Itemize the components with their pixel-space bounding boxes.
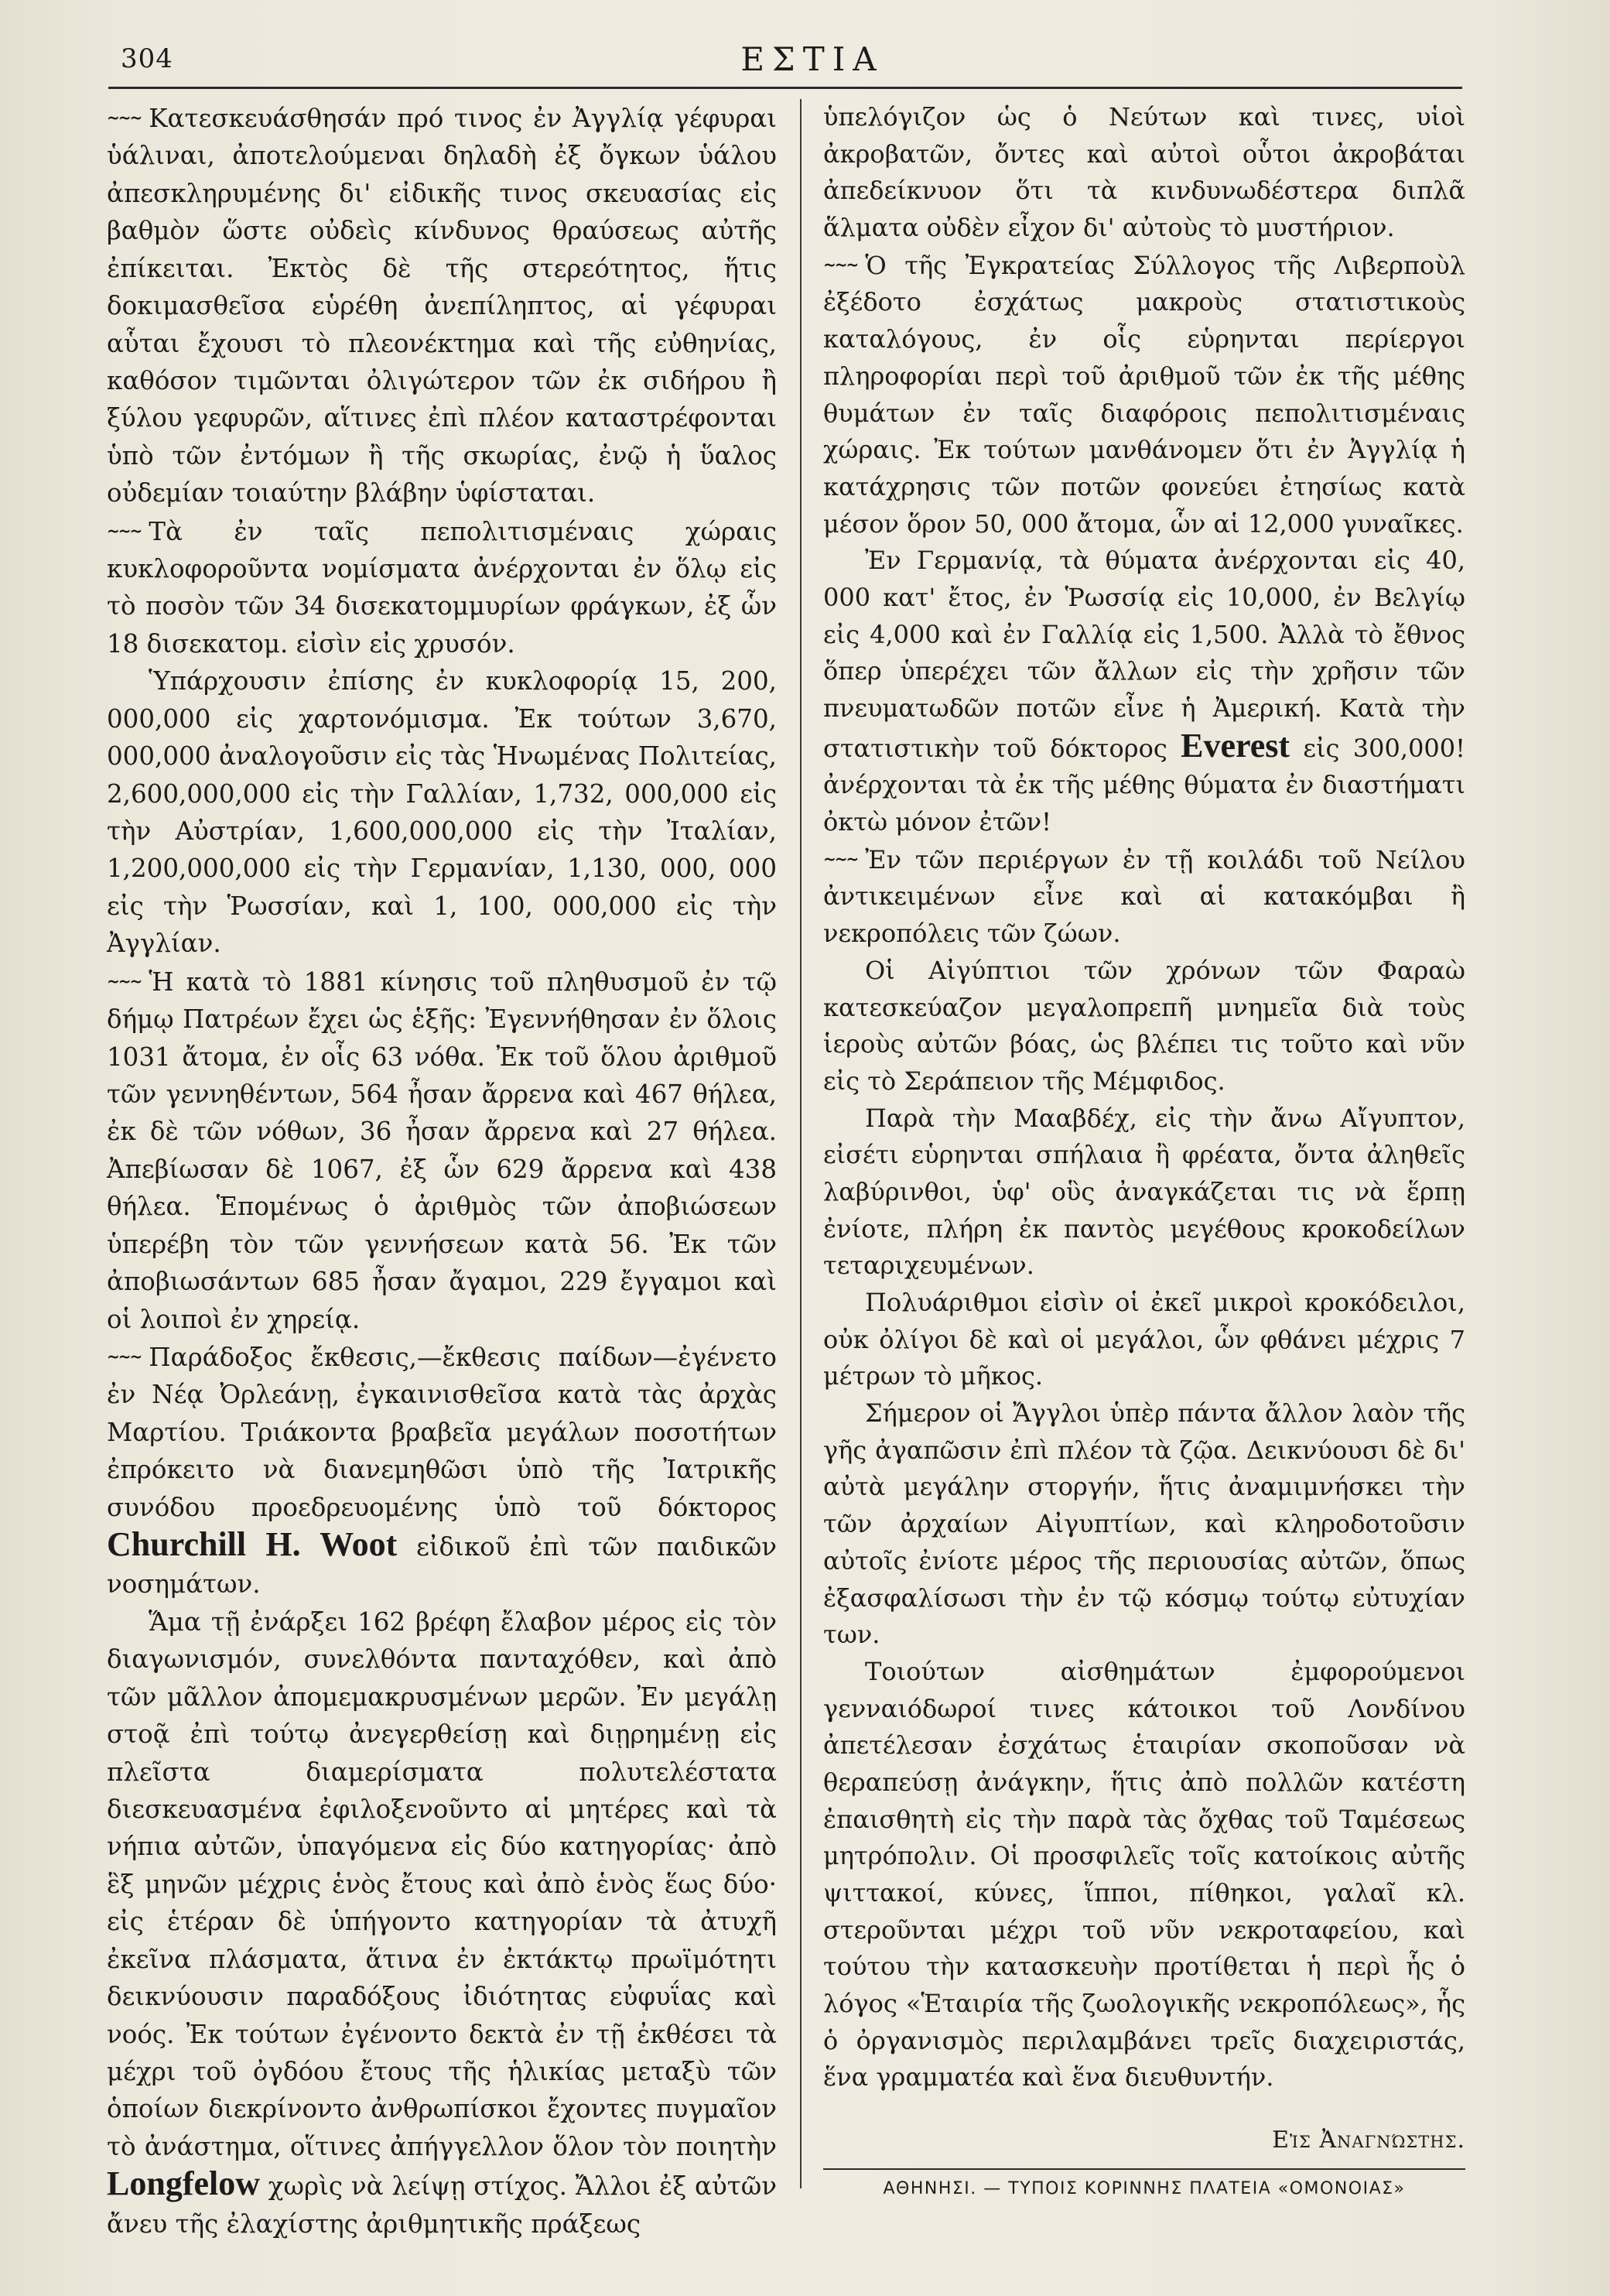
article-paragraph (823, 1395, 1465, 1654)
article-paragraph (823, 542, 1465, 841)
paragraph-text: Κατεσκευάσθησάν πρό τινος ἐν Ἀγγλίᾳ γέφυραι ὑάλιναι, ἀποτελούμεναι δηλαδὴ ἐξ ὄγκων ὑάλου ἀπεσκληρυμένης δι' εἰδικῆς τινος σκευασίας εἰς βαθμὸν ὥστε οὐδεὶς κίνδυνος θραύσεως αὐτῆς ἐπίκειται. Ἐκτὸς δὲ τῆς στερεότητος, ἥτις δοκιμασθεῖσα εὑρέθη ἀνεπίληπτος, αἱ γέφυραι αὗται ἔχουσι τὸ πλεονέκτημα καὶ τῆς εὐθηνίας, καθόσον τιμῶνται ὀλιγώτερον τῶν ἐκ σιδήρου ἢ ξύλου γεφυρῶν, αἵτινες ἐπὶ πλέον καταστρέφονται ὑπὸ τῶν ἐντόμων ἢ τῆς σκωρίας, ἐνῷ ἡ ὕαλος οὐδεμίαν τοιαύτην βλάβην ὑφίσταται. (107, 104, 777, 508)
paragraph-text: ὑπελόγιζον ὡς ὁ Νεύτων καὶ τινες, υἱοὶ ἀκροβατῶν, ὄντες καὶ αὐτοὶ οὗτοι ἀκροβάται ἀπεδείκνυον ὅτι τὰ κινδυνωδέστερα διπλᾶ ἅλματα οὐδὲν εἶχον δι' αὐτοὺς τὸ μυστήριον. (823, 102, 1465, 243)
imprint-rule (823, 2168, 1465, 2170)
article-paragraph (823, 1100, 1465, 1285)
article-paragraph (823, 953, 1465, 1100)
article-paragraph (107, 1603, 777, 2243)
latin-name: Everest (1181, 726, 1290, 765)
paragraph-text: Τὰ ἐν ταῖς πεπολιτισμέναις χώραις κυκλοφοροῦντα νομίσματα ἀνέρχονται ἐν ὅλῳ εἰς τὸ ποσὸν τῶν 34 δισεκατομμυρίων φράγκων, ἐξ ὧν 18 δισεκατομ. εἰσὶν εἰς χρυσόν. (107, 516, 777, 659)
section-marker-icon: ~~~ (823, 255, 858, 274)
paragraph-text: Ἐν Γερμανίᾳ, τὰ θύματα ἀνέρχονται εἰς 40, 000 κατ' ἔτος, ἐν Ῥωσσίᾳ εἰς 10,000, ἐν Βελγίῳ εἰς 4,000 καὶ ἐν Γαλλίᾳ εἰς 1,500. Ἀλλὰ τὸ ἔθνος ὅπερ ὑπερέχει τῶν ἄλλων εἰς τὴν χρῆσιν τῶν πνευματωδῶν ποτῶν εἶνε ἡ Ἀμερική. Κατὰ τὴν στατιστικὴν τοῦ δόκτορος (823, 546, 1465, 763)
paragraph-text: χωρὶς νὰ λείψῃ στίχος. Ἄλλοι ἐξ αὐτῶν ἄνευ τῆς ἐλαχίστης ἀριθμητικῆς πράξεως (107, 2171, 777, 2239)
paragraph-text: εἰς 300,000! ἀνέρχονται τὰ ἐκ τῆς μέθης θύματα ἐν διαστήματι ὀκτὼ μόνον ἐτῶν! (823, 733, 1465, 837)
page-header (108, 29, 1516, 84)
article-paragraph (823, 247, 1465, 543)
article-paragraph (823, 841, 1465, 953)
latin-name: Churchill H. Woot (107, 1525, 398, 1564)
article-paragraph (107, 1338, 777, 1603)
article-paragraph (823, 99, 1465, 247)
paragraph-text: Ὑπάρχουσιν ἐπίσης ἐν κυκλοφορίᾳ 15, 200, 000,000 εἰς χαρτονόμισμα. Ἐκ τούτων 3,670, 000,000 ἀναλογοῦσιν εἰς τὰς Ἡνωμένας Πολιτείας, 2,600,000,000 εἰς τὴν Γαλλίαν, 1,732, 000,000 εἰς τὴν Αὐστρίαν, 1,600,000,000 εἰς τὴν Ἰταλίαν, 1,200,000,000 εἰς τὴν Γερμανίαν, 1,130, 000, 000 εἰς τὴν Ῥωσσίαν, καὶ 1, 100, 000,000 εἰς τὴν Ἀγγλίαν. (107, 666, 777, 959)
article-paragraph (823, 1654, 1465, 2096)
paragraph-text: Παρὰ τὴν Μααβδέχ, εἰς τὴν ἄνω Αἴγυπτον, εἰσέτι εὑρηνται σπήλαια ἢ φρέατα, ὄντα ἀληθεῖς λαβύρινθοι, ὑφ' οὓς ἀναγκάζεται τις νὰ ἕρπῃ ἐνίοτε, πλήρη ἐκ παντὸς μεγέθους κροκοδείλων τεταριχευμένων. (823, 1103, 1465, 1281)
left-column (107, 99, 777, 2243)
paragraph-text: Ἅμα τῇ ἐνάρξει 162 βρέφη ἔλαβον μέρος εἰς τὸν διαγωνισμόν, συνελθόντα πανταχόθεν, καὶ ἀπὸ τῶν μᾶλλον ἀπομεμακρυσμένων μερῶν. Ἐν μεγάλῃ στοᾷ ἐπὶ τούτῳ ἀνεγερθείσῃ καὶ διῃρημένῃ εἰς πλεῖστα διαμερίσματα πολυτελέστατα διεσκευασμένα ἐφιλοξενοῦντο αἱ μητέρες καὶ τὰ νήπια αὐτῶν, ὑπαγόμενα εἰς δύο κατηγορίας· ἀπὸ ἓξ μηνῶν μέχρις ἑνὸς ἔτους καὶ ἀπὸ ἑνὸς ἕως δύο· εἰς ἑτέραν δὲ ὑπήγοντο κατηγορίαν τὰ ἀτυχῆ ἐκεῖνα πλάσματα, ἅτινα ἐν ἐκτάκτῳ πρωϊμότητι δεικνύουσιν παραδόξους ἰδιότητας εὐφυΐας καὶ νοός. Ἐκ τούτων ἐγένοντο δεκτὰ ἐν τῇ ἐκθέσει τὰ μέχρι τοῦ ὀγδόου ἔτους τῆς ἡλικίας μεταξὺ τῶν ὁποίων διεκρίνοντο ἀνθρωπίσκοι ἔχοντες πυγμαῖον τὸ ἀνάστημα, οἵτινες ἀπήγγελλον ὅλον τὸν ποιητὴν (107, 1607, 777, 2161)
section-marker-icon: ~~~ (107, 108, 142, 127)
printer-imprint: ΑΘΗΝΗΣΙ. — ΤΥΠΟΙΣ ΚΟΡΙΝΝΗΣ ΠΛΑΤΕΙΑ «ΟΜΟΝΟΙΑΣ» (883, 2179, 1406, 2198)
paragraph-text: Οἱ Αἰγύπτιοι τῶν χρόνων τῶν Φαραὼ κατεσκεύαζον μεγαλοπρεπῆ μνημεῖα διὰ τοὺς ἱεροὺς αὐτῶν βόας, ὡς βλέπει τις τοῦτο καὶ νῦν εἰς τὸ Σεράπειον τῆς Μέμφιδος. (823, 955, 1465, 1096)
column-divider (800, 99, 802, 2188)
paragraph-text: Ὁ τῆς Ἐγκρατείας Σύλλογος τῆς Λιβερποὺλ ἐξέδοτο ἐσχάτως μακροὺς στατιστικοὺς καταλόγους, ἐν οἷς εὑρηνται περίεργοι πληροφορίαι περὶ τοῦ ἀριθμοῦ τῶν ἐκ τῆς μέθης θυμάτων ἐν ταῖς διαφόροις πεπολιτισμέναις χώραις. Ἐκ τούτων μανθάνομεν ὅτι ἐν Ἀγγλίᾳ ἡ κατάχρησις τῶν ποτῶν φονεύει ἐτησίως κατὰ μέσον ὅρον 50, 000 ἄτομα, ὧν αἱ 12,000 γυναῖκες. (823, 250, 1465, 539)
section-marker-icon: ~~~ (107, 521, 142, 540)
paragraph-text: Ἐν τῶν περιέργων ἐν τῇ κοιλάδι τοῦ Νείλου ἀντικειμένων εἶνε καὶ αἱ κατακόμβαι ἢ νεκροπόλεις τῶν ζώων. (823, 844, 1465, 949)
right-column (823, 99, 1465, 2096)
article-paragraph (107, 963, 777, 1338)
page-number: 304 (121, 43, 173, 74)
article-paragraph (823, 1285, 1465, 1395)
latin-name: Longfelow (107, 2164, 260, 2203)
section-marker-icon: ~~~ (107, 971, 142, 991)
paragraph-text: εἰδικοῦ ἐπὶ τῶν παιδικῶν νοσημάτων. (107, 1532, 778, 1600)
section-marker-icon: ~~~ (107, 1346, 142, 1366)
header-rule (108, 87, 1462, 89)
article-paragraph (107, 662, 777, 962)
signature: Εἰς Ἀναγνώστης. (1272, 2127, 1465, 2154)
section-marker-icon: ~~~ (823, 849, 858, 868)
paragraph-text: Παράδοξος ἔκθεσις,—ἔκθεσις παίδων—ἐγένετο ἐν Νέᾳ Ὀρλεάνῃ, ἐγκαινισθεῖσα κατὰ τὰς ἀρχὰς Μαρτίου. Τριάκοντα βραβεῖα μεγάλων ποσοτήτων ἐπρόκειτο νὰ διανεμηθῶσι ὑπὸ τῆς Ἰατρικῆς συνόδου προεδρευομένης ὑπὸ τοῦ δόκτορος (107, 1342, 777, 1522)
running-title: ΕΣΤΙΑ (740, 40, 884, 78)
article-paragraph (107, 99, 777, 512)
paragraph-text: Ἡ κατὰ τὸ 1881 κίνησις τοῦ πληθυσμοῦ ἐν τῷ δήμῳ Πατρέων ἔχει ὡς ἑξῆς: Ἐγεννήθησαν ἐν ὅλοις 1031 ἄτομα, ἐν οἷς 63 νόθα. Ἐκ τοῦ ὅλου ἀριθμοῦ τῶν γεννηθέντων, 564 ἦσαν ἄρρενα καὶ 467 θήλεα, ἐκ δὲ τῶν νόθων, 36 ἦσαν ἄρρενα καὶ 27 θήλεα. Ἀπεβίωσαν δὲ 1067, ἐξ ὧν 629 ἄρρενα καὶ 438 θήλεα. Ἑπομένως ὁ ἀριθμὸς τῶν ἀποβιώσεων ὑπερέβη τὸν τῶν γεννήσεων κατὰ 56. Ἐκ τῶν ἀποβιωσάντων 685 ἦσαν ἄγαμοι, 229 ἔγγαμοι καὶ οἱ λοιποὶ ἐν χηρείᾳ. (107, 967, 777, 1334)
paragraph-text: Σήμερον οἱ Ἄγγλοι ὑπὲρ πάντα ἄλλον λαὸν τῆς γῆς ἀγαπῶσιν ἐπὶ πλέον τὰ ζῷα. Δεικνύουσι δὲ δι' αὐτὰ μεγάλην στοργήν, ἥτις ἀναμιμνήσκει τὴν τῶν ἀρχαίων Αἰγυπτίων, καὶ κληροδοτοῦσιν αὐτοῖς ἐνίοτε μέρος τῆς περιουσίας αὐτῶν, ὅπως ἐξασφαλίσωσι τὴν ἐν τῷ κόσμῳ τούτῳ εὐτυχίαν των. (823, 1398, 1465, 1650)
paragraph-text: Τοιούτων αἰσθημάτων ἐμφορούμενοι γενναιόδωροί τινες κάτοικοι τοῦ Λονδίνου ἀπετέλεσαν ἐσχάτως ἑταιρίαν σκοποῦσαν νὰ θεραπεύσῃ ἀνάγκην, ἥτις ἀπὸ πολλῶν κατέστη ἐπαισθητὴ εἰς τὴν παρὰ τὰς ὄχθας τοῦ Ταμέσεως μητρόπολιν. Οἱ προσφιλεῖς τοῖς κατοίκοις αὐτῆς ψιττακοί, κύνες, ἵπποι, πίθηκοι, γαλαῖ κλ. στεροῦνται μέχρι τοῦ νῦν νεκροταφείου, καὶ τούτου τὴν κατασκευὴν προτίθεται ἡ περὶ ἧς ὁ λόγος «Ἑταιρία τῆς ζωολογικῆς νεκροπόλεως», ἧς ὁ ὀργανισμὸς περιλαμβάνει τρεῖς διαχειριστάς, ἕνα γραμματέα καὶ ἕνα διευθυντήν. (823, 1656, 1465, 2092)
article-paragraph (107, 512, 777, 663)
paragraph-text: Πολυάριθμοι εἰσὶν οἱ ἐκεῖ μικροὶ κροκόδειλοι, οὐκ ὀλίγοι δὲ καὶ οἱ μεγάλοι, ὧν φθάνει μέχρις 7 μέτρων τὸ μῆκος. (823, 1288, 1465, 1391)
